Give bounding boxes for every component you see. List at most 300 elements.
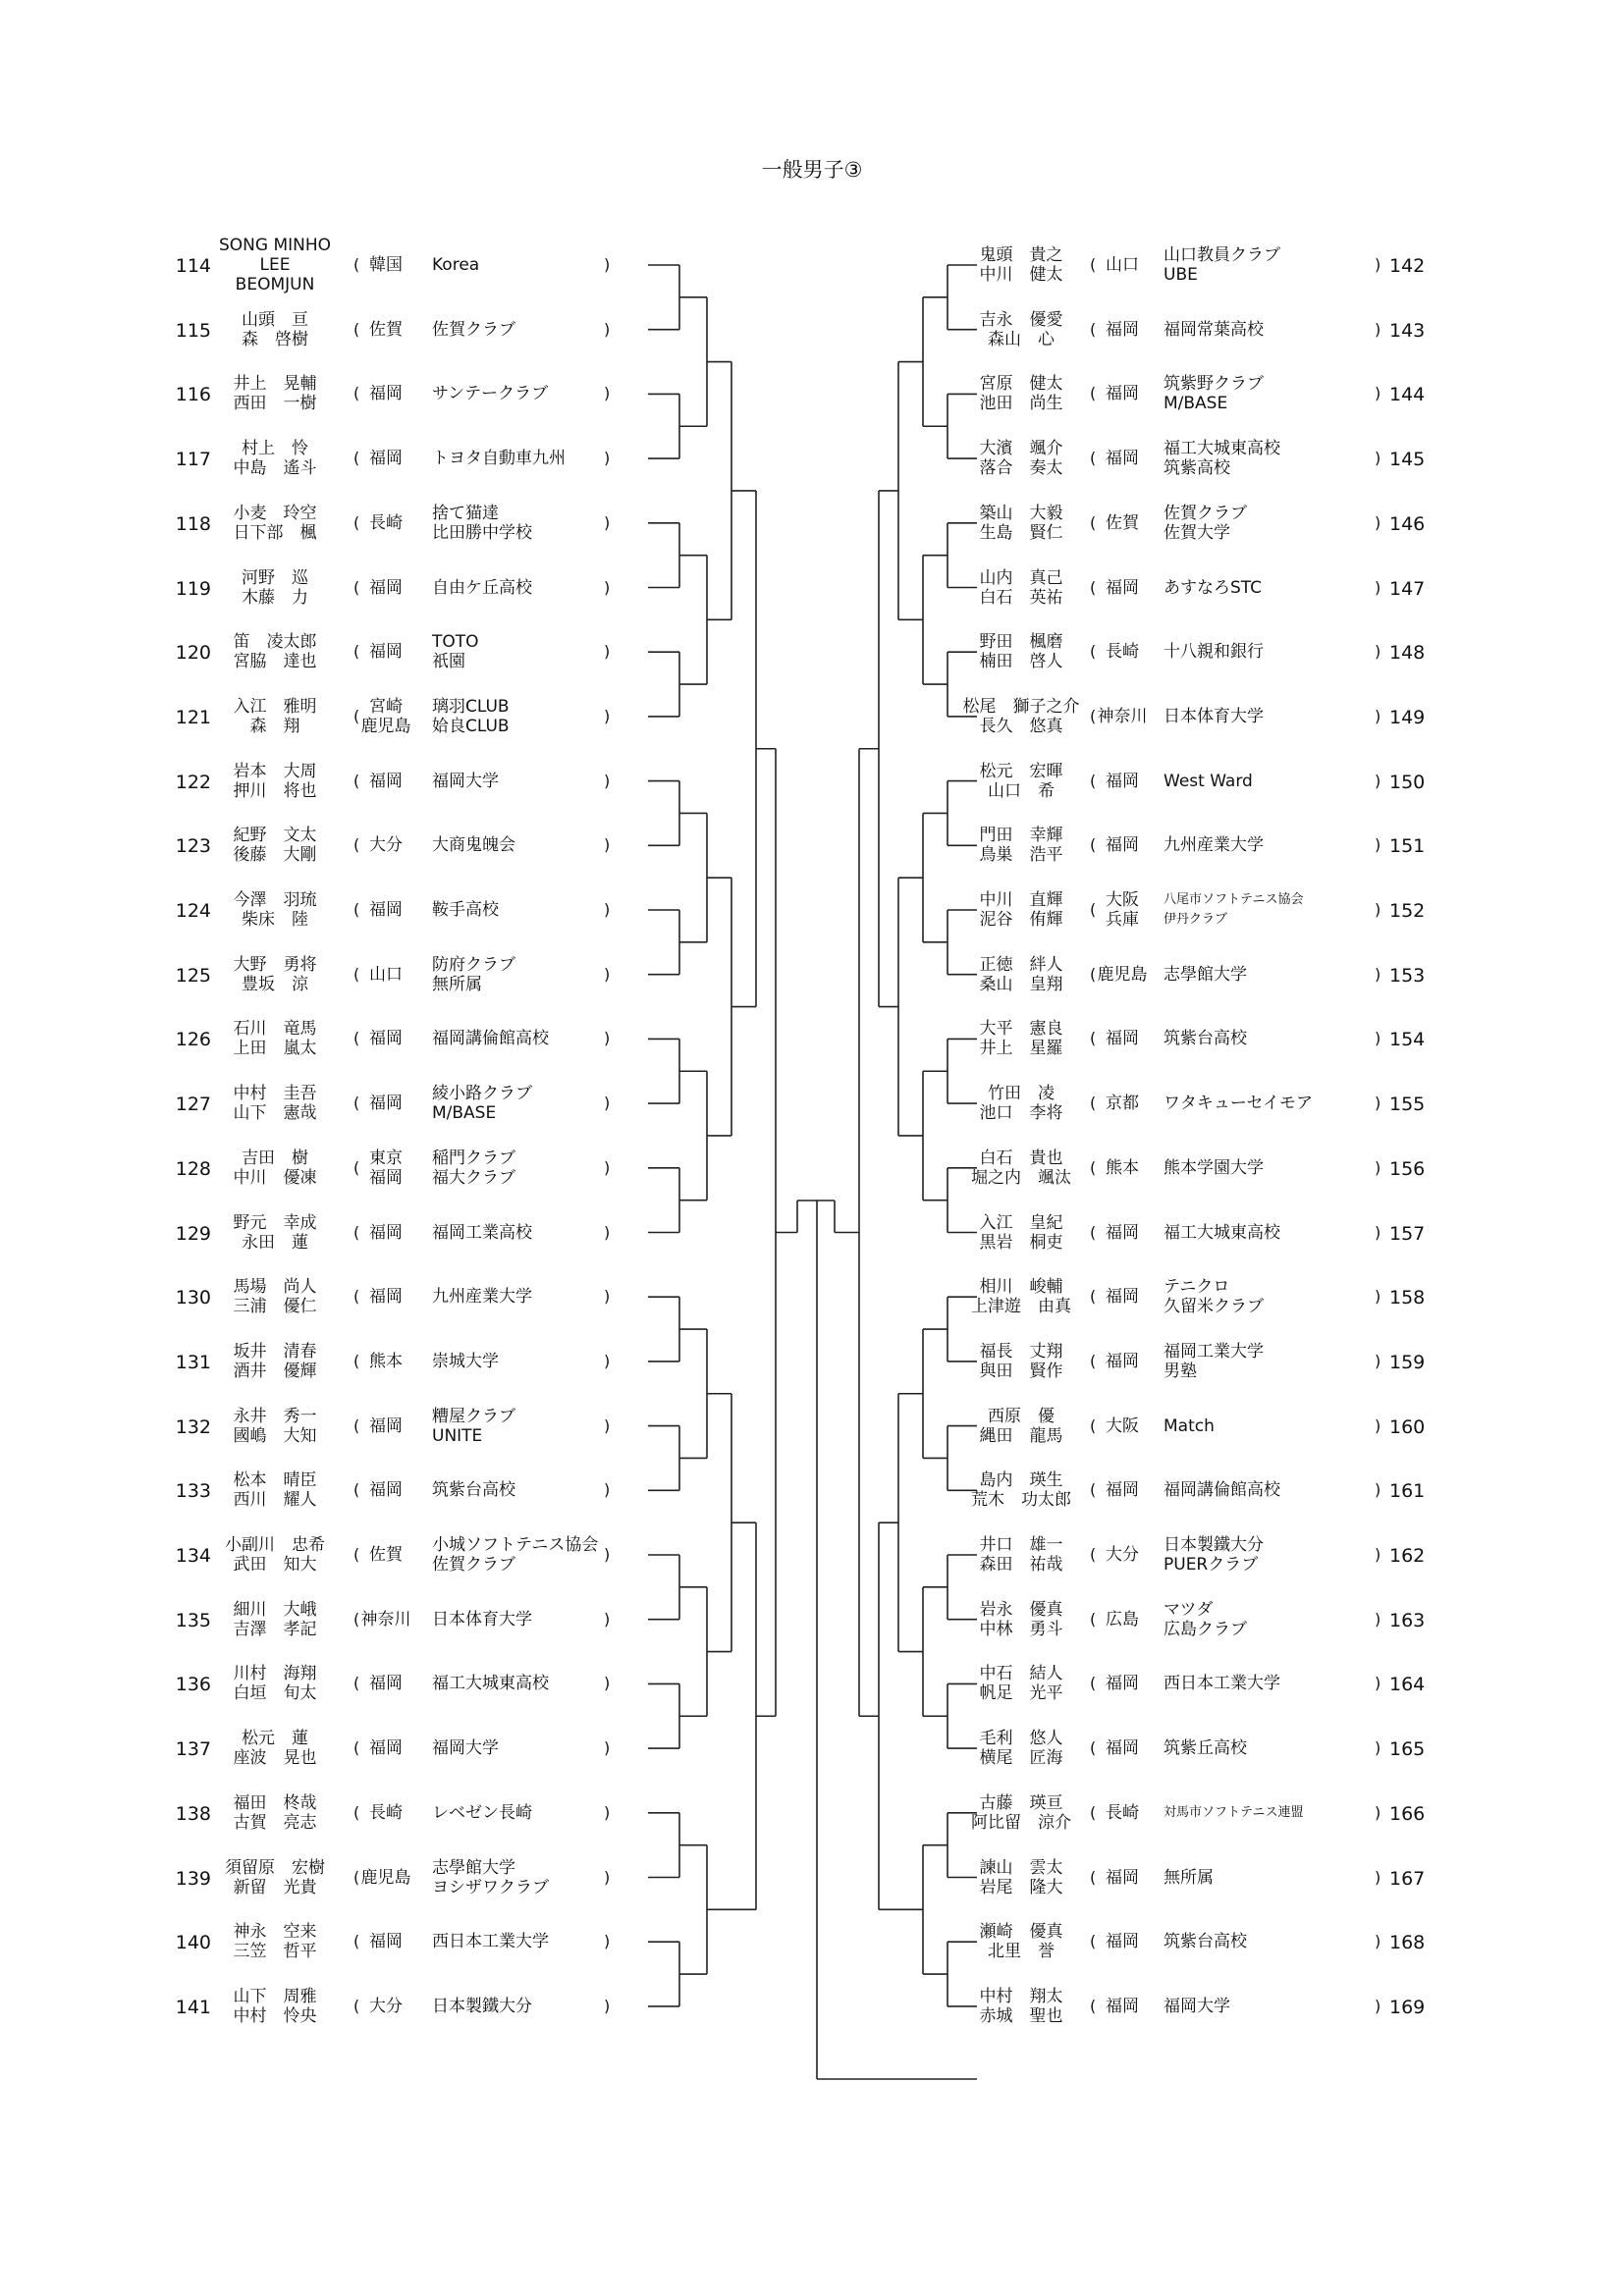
open-paren: (	[353, 1029, 360, 1048]
club-name: 対馬市ソフトテニス連盟	[1164, 1804, 1304, 1820]
club-name: 筑紫野クラブ	[1164, 374, 1264, 395]
club-name: 福岡講倫館高校	[432, 1029, 549, 1049]
close-paren: )	[1375, 1932, 1381, 1951]
player-name: 小麦 玲空	[233, 503, 317, 523]
player-name: 古賀 亮志	[233, 1812, 317, 1833]
player-name: 國嶋 大知	[233, 1425, 317, 1446]
player-name: 上津遊 由真	[971, 1297, 1071, 1317]
prefecture-name: 神奈川	[360, 1609, 411, 1629]
seed-number: 164	[1389, 1674, 1426, 1696]
prefecture-name: 福岡	[1106, 577, 1139, 598]
club-name: 福岡工業大学	[1164, 1341, 1264, 1362]
close-paren: )	[604, 255, 611, 274]
club-name: 伊丹クラブ	[1164, 912, 1228, 927]
close-paren: )	[604, 1609, 611, 1629]
seed-number: 158	[1389, 1287, 1426, 1309]
seed-number: 131	[175, 1351, 211, 1373]
seed-number: 151	[1389, 835, 1426, 858]
player-name: 笛 凌太郎	[233, 632, 317, 653]
prefecture-name: 福岡	[369, 1480, 403, 1501]
club-name: 無所属	[1164, 1867, 1214, 1888]
player-name: 山口 希	[988, 780, 1055, 801]
open-paren: (	[1090, 964, 1097, 984]
open-paren: (	[1090, 1674, 1097, 1693]
player-name: 神永 空来	[233, 1922, 317, 1943]
club-name: 福岡工業高校	[432, 1222, 532, 1243]
player-name: 白石 貴也	[979, 1148, 1063, 1168]
club-name: 男塾	[1164, 1361, 1197, 1381]
seed-number: 167	[1389, 1867, 1426, 1890]
prefecture-name: 熊本	[1106, 1157, 1139, 1178]
seed-number: 144	[1389, 384, 1426, 406]
seed-number: 127	[175, 1094, 211, 1116]
player-name: 桑山 皇翔	[979, 974, 1063, 994]
club-name: 大商鬼魄会	[432, 835, 515, 856]
club-name: 福岡大学	[432, 771, 499, 791]
club-name: 佐賀大学	[1164, 522, 1230, 543]
player-name: 中川 健太	[979, 265, 1063, 285]
prefecture-name: 韓国	[369, 255, 403, 275]
seed-number: 157	[1389, 1222, 1426, 1245]
close-paren: )	[1375, 512, 1381, 532]
seed-number: 121	[175, 706, 211, 728]
player-name: 野田 楓磨	[979, 632, 1063, 653]
prefecture-name: 福岡	[369, 384, 403, 404]
seed-number: 165	[1389, 1738, 1426, 1761]
prefecture-name: 山口	[1106, 255, 1139, 275]
club-name: 綾小路クラブ	[432, 1084, 532, 1104]
prefecture-name: 福岡	[1106, 1867, 1139, 1888]
player-name: 大野 勇将	[233, 954, 317, 975]
seed-number: 115	[175, 319, 211, 342]
close-paren: )	[604, 1351, 611, 1370]
player-name: 松尾 獅子之介	[962, 696, 1080, 717]
player-name: SONG MINHO	[218, 236, 332, 255]
player-name: 泥谷 侑輝	[979, 910, 1063, 930]
close-paren: )	[604, 1545, 611, 1564]
open-paren: (	[1090, 1609, 1097, 1629]
club-name: 久留米クラブ	[1164, 1297, 1264, 1317]
club-name: 佐賀クラブ	[1164, 503, 1247, 523]
open-paren: (	[353, 1094, 360, 1113]
player-name: 後藤 大剛	[233, 845, 317, 866]
close-paren: )	[1375, 1029, 1381, 1048]
seed-number: 134	[175, 1545, 211, 1567]
player-name: 村上 怜	[242, 439, 308, 459]
prefecture-name: 福岡	[1106, 1351, 1139, 1371]
open-paren: (	[1090, 1094, 1097, 1113]
prefecture-name: 長崎	[1106, 642, 1139, 663]
seed-number: 114	[175, 255, 211, 277]
seed-number: 153	[1389, 964, 1426, 987]
club-name: 佐賀クラブ	[432, 1555, 515, 1575]
close-paren: )	[1375, 1157, 1381, 1177]
close-paren: )	[1375, 1415, 1381, 1435]
player-name: 今澤 羽琉	[233, 890, 317, 910]
close-paren: )	[604, 1674, 611, 1693]
player-name: 長久 悠真	[979, 716, 1063, 736]
club-name: 西日本工業大学	[1164, 1674, 1280, 1694]
player-name: 西川 耀人	[233, 1490, 317, 1511]
player-name: 森 啓樹	[242, 329, 308, 349]
close-paren: )	[1375, 1738, 1381, 1758]
club-name: 稲門クラブ	[432, 1148, 515, 1168]
club-name: サンテークラブ	[432, 384, 549, 404]
club-name: 防府クラブ	[432, 954, 515, 975]
prefecture-name: 福岡	[1106, 1480, 1139, 1501]
player-name: 柴床 陸	[242, 910, 308, 930]
club-name: 筑紫台高校	[1164, 1029, 1247, 1049]
seed-number: 142	[1389, 255, 1426, 277]
player-name: 生島 賢仁	[979, 522, 1063, 543]
prefecture-name: 福岡	[369, 1415, 403, 1436]
close-paren: )	[1375, 1609, 1381, 1629]
open-paren: (	[353, 255, 360, 274]
prefecture-name: 福岡	[1106, 384, 1139, 404]
prefecture-name: 鹿児島	[1097, 964, 1148, 985]
open-paren: (	[353, 1802, 360, 1822]
prefecture-name: 京都	[1106, 1094, 1139, 1114]
player-name: 坂井 清春	[233, 1341, 317, 1362]
prefecture-name: 福岡	[1106, 319, 1139, 340]
seed-number: 122	[175, 771, 211, 793]
club-name: 姶良CLUB	[432, 716, 510, 736]
prefecture-name: 鹿児島	[360, 716, 411, 736]
close-paren: )	[604, 1415, 611, 1435]
player-name: 入江 皇紀	[979, 1212, 1063, 1233]
seed-number: 126	[175, 1029, 211, 1051]
open-paren: (	[1090, 1287, 1097, 1307]
club-name: 日本体育大学	[1164, 706, 1264, 726]
open-paren: (	[1090, 449, 1097, 468]
player-name: 白石 英祐	[979, 587, 1063, 608]
open-paren: (	[1090, 512, 1097, 532]
player-name: 細川 大峨	[233, 1599, 317, 1620]
player-name: 馬場 尚人	[233, 1277, 317, 1298]
player-name: 堀之内 颯汰	[971, 1167, 1071, 1188]
player-name: 入江 雅明	[233, 696, 317, 717]
club-name: TOTO	[432, 632, 479, 653]
seed-number: 124	[175, 900, 211, 922]
close-paren: )	[1375, 1996, 1381, 2015]
seed-number: 169	[1389, 1996, 1426, 2018]
open-paren: (	[1090, 1932, 1097, 1951]
prefecture-name: 福岡	[369, 1167, 403, 1188]
close-paren: )	[604, 964, 611, 984]
player-name: 吉澤 孝記	[233, 1619, 317, 1639]
player-name: 西原 優	[988, 1406, 1055, 1426]
club-name: 祇園	[432, 652, 465, 672]
prefecture-name: 福岡	[1106, 835, 1139, 856]
player-name: 井上 晃輔	[233, 374, 317, 395]
player-name: 中林 勇斗	[979, 1619, 1063, 1639]
close-paren: )	[1375, 1674, 1381, 1693]
prefecture-name: 大分	[369, 1996, 403, 2016]
player-name: 中石 結人	[979, 1664, 1063, 1684]
prefecture-name: 東京	[369, 1148, 403, 1168]
player-name: 森田 祐哉	[979, 1555, 1063, 1575]
seed-number: 168	[1389, 1932, 1426, 1954]
open-paren: (	[353, 577, 360, 597]
close-paren: )	[1375, 384, 1381, 403]
player-name: 大平 憲良	[979, 1019, 1063, 1040]
prefecture-name: 福岡	[1106, 449, 1139, 469]
open-paren: (	[353, 1415, 360, 1435]
player-name: 松元 蓮	[242, 1729, 308, 1749]
club-name: 糟屋クラブ	[432, 1406, 515, 1426]
close-paren: )	[1375, 1351, 1381, 1370]
prefecture-name: 福岡	[369, 642, 403, 663]
close-paren: )	[604, 1996, 611, 2015]
player-name: 三浦 優仁	[233, 1297, 317, 1317]
club-name: Match	[1164, 1415, 1215, 1436]
player-name: 中川 直輝	[979, 890, 1063, 910]
open-paren: (	[1090, 1738, 1097, 1758]
close-paren: )	[604, 1222, 611, 1242]
close-paren: )	[604, 1867, 611, 1887]
player-name: 落合 奏太	[979, 458, 1063, 479]
prefecture-name: 福岡	[369, 771, 403, 791]
prefecture-name: 福岡	[369, 577, 403, 598]
club-name: 福岡講倫館高校	[1164, 1480, 1280, 1501]
prefecture-name: 福岡	[369, 1674, 403, 1694]
prefecture-name: 福岡	[1106, 771, 1139, 791]
player-name: 相川 峻輔	[979, 1277, 1063, 1298]
club-name: レベゼン長崎	[432, 1802, 532, 1823]
open-paren: (	[1090, 1415, 1097, 1435]
player-name: 正徳 絆人	[979, 954, 1063, 975]
open-paren: (	[353, 835, 360, 855]
close-paren: )	[1375, 255, 1381, 274]
open-paren: (	[353, 1157, 360, 1177]
player-name: 河野 巡	[242, 567, 308, 588]
club-name: 十八親和銀行	[1164, 642, 1264, 663]
prefecture-name: 佐賀	[1106, 512, 1139, 533]
close-paren: )	[1375, 835, 1381, 855]
club-name: 比田勝中学校	[432, 522, 532, 543]
open-paren: (	[1090, 642, 1097, 662]
open-paren: (	[1090, 706, 1097, 725]
open-paren: (	[353, 1867, 360, 1887]
seed-number: 118	[175, 512, 211, 535]
club-name: あすなろSTC	[1164, 577, 1263, 598]
prefecture-name: 大分	[369, 835, 403, 856]
club-name: 佐賀クラブ	[432, 319, 515, 340]
club-name: テニクロ	[1164, 1277, 1230, 1298]
close-paren: )	[1375, 771, 1381, 790]
player-name: 山下 周雅	[233, 1986, 317, 2006]
seed-number: 161	[1389, 1480, 1426, 1503]
club-name: PUERクラブ	[1164, 1555, 1259, 1575]
player-name: 上田 嵐太	[233, 1039, 317, 1059]
player-name: 川村 海翔	[233, 1664, 317, 1684]
player-name: 鳥巣 浩平	[979, 845, 1063, 866]
close-paren: )	[1375, 1480, 1381, 1500]
player-name: 岩本 大周	[233, 761, 317, 781]
seed-number: 119	[175, 577, 211, 600]
page-title: 一般男子③	[761, 158, 863, 182]
prefecture-name: 大阪	[1106, 1415, 1139, 1436]
close-paren: )	[1375, 642, 1381, 662]
club-name: 鞍手高校	[432, 900, 499, 920]
prefecture-name: 福岡	[1106, 1738, 1139, 1759]
club-name: Korea	[432, 255, 480, 275]
club-name: 福岡常葉高校	[1164, 319, 1264, 340]
club-name: 福大クラブ	[432, 1167, 515, 1188]
seed-number: 140	[175, 1932, 211, 1954]
player-name: 福田 柊哉	[233, 1792, 317, 1813]
player-name: 福長 丈翔	[979, 1341, 1063, 1362]
open-paren: (	[1090, 1157, 1097, 1177]
player-name: 宮原 健太	[979, 374, 1063, 395]
seed-number: 137	[175, 1738, 211, 1761]
prefecture-name: 広島	[1106, 1609, 1139, 1629]
seed-number: 128	[175, 1157, 211, 1180]
close-paren: )	[604, 1029, 611, 1048]
open-paren: (	[1090, 900, 1097, 919]
club-name: トヨタ自動車九州	[432, 449, 566, 469]
open-paren: (	[1090, 1480, 1097, 1500]
prefecture-name: 鹿児島	[360, 1867, 411, 1888]
open-paren: (	[353, 1996, 360, 2015]
club-name: 八尾市ソフトテニス協会	[1164, 892, 1304, 907]
player-name: 井上 星羅	[979, 1039, 1063, 1059]
seed-number: 135	[175, 1609, 211, 1631]
close-paren: )	[1375, 1094, 1381, 1113]
seed-number: 155	[1389, 1094, 1426, 1116]
player-name: 松本 晴臣	[233, 1470, 317, 1491]
player-name: 瀬崎 優真	[979, 1922, 1063, 1943]
close-paren: )	[604, 512, 611, 532]
close-paren: )	[604, 1287, 611, 1307]
club-name: 福岡大学	[1164, 1996, 1230, 2016]
seed-number: 166	[1389, 1802, 1426, 1825]
open-paren: (	[1090, 319, 1097, 339]
club-name: 九州産業大学	[432, 1287, 532, 1308]
prefecture-name: 福岡	[369, 449, 403, 469]
player-name: 中島 遙斗	[233, 458, 317, 479]
player-name: 大濱 颯介	[979, 439, 1063, 459]
seed-number: 147	[1389, 577, 1426, 600]
close-paren: )	[604, 384, 611, 403]
open-paren: (	[353, 1738, 360, 1758]
open-paren: (	[353, 1351, 360, 1370]
player-name: 押川 将也	[233, 780, 317, 801]
club-name: UBE	[1164, 265, 1198, 285]
player-name: 松元 宏暉	[979, 761, 1063, 781]
player-name: 阿比留 涼介	[971, 1812, 1071, 1833]
club-name: 福工大城東高校	[1164, 439, 1280, 459]
open-paren: (	[353, 1222, 360, 1242]
player-name: 黒岩 桐吏	[979, 1232, 1063, 1253]
club-name: 広島クラブ	[1164, 1619, 1247, 1639]
player-name: 諫山 雲太	[979, 1857, 1063, 1878]
club-name: 筑紫高校	[1164, 458, 1230, 479]
prefecture-name: 福岡	[369, 1932, 403, 1952]
close-paren: )	[604, 449, 611, 468]
close-paren: )	[604, 1480, 611, 1500]
seed-number: 129	[175, 1222, 211, 1245]
prefecture-name: 山口	[369, 964, 403, 985]
player-name: 山下 憲哉	[233, 1103, 317, 1124]
prefecture-name: 大分	[1106, 1545, 1139, 1565]
seed-number: 116	[175, 384, 211, 406]
prefecture-name: 兵庫	[1106, 910, 1139, 930]
player-name: 吉田 樹	[242, 1148, 308, 1168]
player-name: 山頭 亘	[242, 309, 308, 330]
prefecture-name: 宮崎	[369, 696, 403, 717]
player-name: 小副川 忠希	[225, 1535, 325, 1555]
open-paren: (	[353, 384, 360, 403]
open-paren: (	[353, 1674, 360, 1693]
open-paren: (	[1090, 1222, 1097, 1242]
player-name: 横尾 匠海	[979, 1748, 1063, 1769]
close-paren: )	[1375, 1545, 1381, 1564]
open-paren: (	[1090, 577, 1097, 597]
close-paren: )	[604, 900, 611, 919]
player-name: 帆足 光平	[979, 1683, 1063, 1704]
seed-number: 120	[175, 642, 211, 665]
player-name: 山内 真己	[979, 567, 1063, 588]
player-name: 岩尾 隆大	[979, 1877, 1063, 1897]
seed-number: 123	[175, 835, 211, 858]
player-name: 武田 知大	[233, 1555, 317, 1575]
open-paren: (	[353, 1932, 360, 1951]
club-name: 璃羽CLUB	[432, 696, 510, 717]
prefecture-name: 福岡	[1106, 1932, 1139, 1952]
close-paren: )	[604, 319, 611, 339]
player-name: 豊坂 涼	[242, 974, 308, 994]
player-name: 新留 光貴	[233, 1877, 317, 1897]
prefecture-name: 福岡	[369, 1094, 403, 1114]
club-name: 無所属	[432, 974, 482, 994]
club-name: 自由ケ丘高校	[432, 577, 532, 598]
close-paren: )	[1375, 577, 1381, 597]
club-name: 小城ソフトテニス協会	[432, 1535, 599, 1555]
open-paren: (	[1090, 1996, 1097, 2015]
club-name: マツダ	[1164, 1599, 1214, 1620]
player-name: 井口 雄一	[979, 1535, 1063, 1555]
player-name: 毛利 悠人	[979, 1729, 1063, 1749]
open-paren: (	[353, 449, 360, 468]
seed-number: 139	[175, 1867, 211, 1890]
seed-number: 163	[1389, 1609, 1426, 1631]
player-name: 座波 晃也	[233, 1748, 317, 1769]
open-paren: (	[353, 512, 360, 532]
prefecture-name: 福岡	[369, 1287, 403, 1308]
player-name: 白垣 旬太	[233, 1683, 317, 1704]
club-name: 福工大城東高校	[432, 1674, 549, 1694]
open-paren: (	[1090, 1867, 1097, 1887]
player-name: 西田 一樹	[233, 394, 317, 414]
club-name: 福工大城東高校	[1164, 1222, 1280, 1243]
player-name: 門田 幸輝	[979, 826, 1063, 846]
club-name: 崇城大学	[432, 1351, 499, 1371]
close-paren: )	[1375, 1802, 1381, 1822]
seed-number: 138	[175, 1802, 211, 1825]
player-name: 永井 秀一	[233, 1406, 317, 1426]
player-name: 岩永 優真	[979, 1599, 1063, 1620]
open-paren: (	[353, 771, 360, 790]
seed-number: 162	[1389, 1545, 1426, 1567]
club-name: 福岡大学	[432, 1738, 499, 1759]
seed-number: 152	[1389, 900, 1426, 922]
seed-number: 132	[175, 1415, 211, 1438]
close-paren: )	[1375, 1222, 1381, 1242]
close-paren: )	[604, 706, 611, 725]
open-paren: (	[353, 642, 360, 662]
player-name: 紀野 文太	[233, 826, 317, 846]
